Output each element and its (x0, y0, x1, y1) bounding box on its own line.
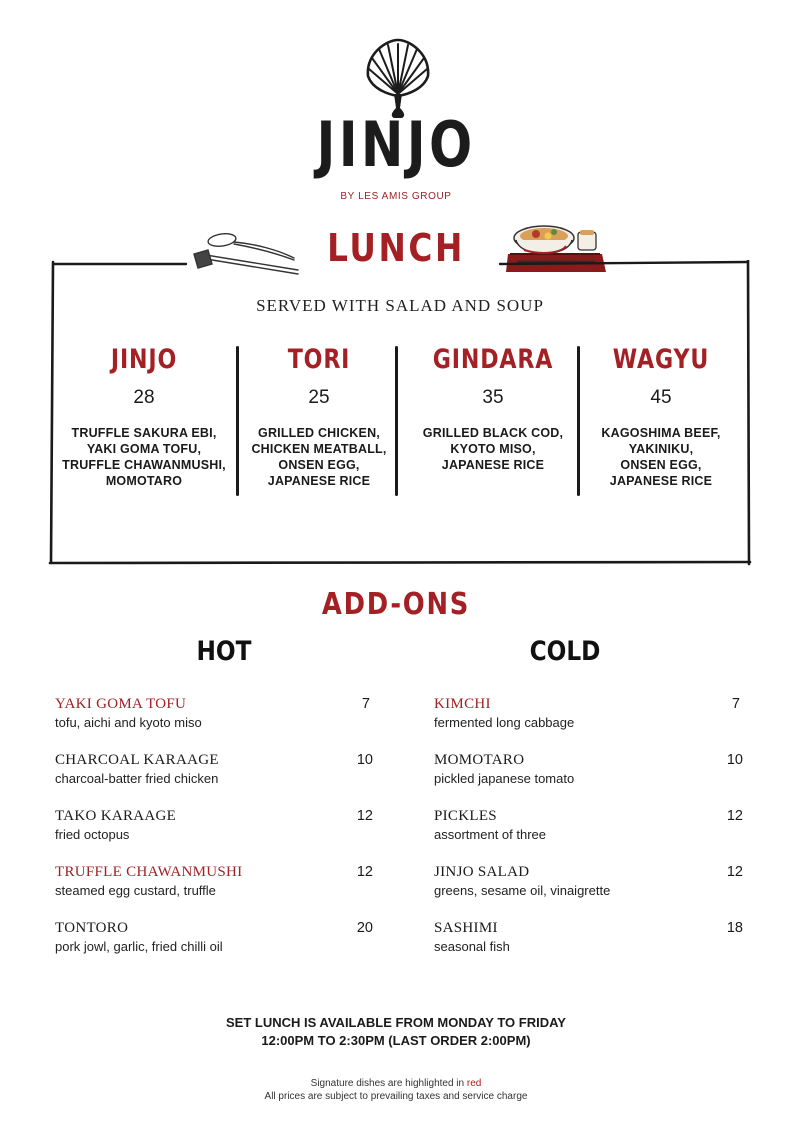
addon-name: JINJO SALAD (434, 864, 530, 880)
set-item: KAGOSHIMA BEEF, (601, 426, 721, 440)
addon-item-hot (55, 864, 375, 898)
tax-note: All prices are subject to prevailing taxes and service charge (264, 1091, 528, 1102)
set-name: WAGYU (612, 344, 710, 375)
addon-price: 12 (356, 808, 373, 824)
set-item: CHICKEN MEATBALL, (251, 442, 387, 456)
set-name: TORI (287, 344, 351, 375)
addon-price: 20 (356, 920, 373, 936)
addon-name: KIMCHI (434, 696, 491, 712)
availability-days: SET LUNCH IS AVAILABLE FROM MONDAY TO FRIDAY (226, 1015, 566, 1030)
addon-name: TAKO KARAAGE (55, 808, 177, 824)
addon-description: steamed egg custard, truffle (55, 883, 216, 898)
availability-hours: 12:00PM TO 2:30PM (LAST ORDER 2:00PM) (261, 1033, 531, 1048)
addon-description: pickled japanese tomato (434, 771, 575, 786)
set-price: 35 (482, 387, 504, 408)
addon-item-hot (55, 752, 375, 786)
set-item: GRILLED CHICKEN, (258, 426, 380, 440)
signature-note (146, 1077, 646, 1090)
set-name: GINDARA (432, 344, 554, 375)
brand-subtitle: BY LES AMIS GROUP (340, 191, 452, 202)
addon-price: 12 (356, 864, 373, 880)
set-description (576, 425, 746, 489)
addon-name: CHARCOAL KARAAGE (55, 752, 219, 768)
addon-description: charcoal-batter fried chicken (55, 771, 219, 786)
addon-name: TRUFFLE CHAWANMUSHI (55, 864, 243, 880)
addon-price: 7 (361, 696, 370, 712)
set-description (234, 425, 404, 489)
addon-price: 18 (726, 920, 743, 936)
lunch-set-tori (234, 344, 404, 489)
availability-note (96, 1014, 696, 1050)
set-item: JAPANESE RICE (441, 458, 545, 472)
set-price: 25 (308, 387, 330, 408)
set-price: 45 (650, 387, 672, 408)
signature-note-text: Signature dishes are highlighted in (310, 1078, 465, 1089)
addons-title: ADD-ONS (321, 587, 471, 622)
set-item: KYOTO MISO, (450, 442, 536, 456)
addon-description: pork jowl, garlic, fried chilli oil (55, 939, 223, 954)
set-item: TRUFFLE SAKURA EBI, (71, 426, 217, 440)
cold-heading: COLD (529, 636, 601, 667)
addon-description: assortment of three (434, 827, 546, 842)
addon-name: MOMOTARO (434, 752, 525, 768)
addon-name: YAKI GOMA TOFU (55, 696, 187, 712)
addon-name: PICKLES (434, 808, 497, 824)
set-item: JAPANESE RICE (609, 474, 713, 488)
set-name: JINJO (110, 344, 178, 375)
addon-price: 12 (726, 864, 743, 880)
addon-description: greens, sesame oil, vinaigrette (434, 883, 611, 898)
set-item: YAKI GOMA TOFU, (86, 442, 202, 456)
set-item: ONSEN EGG, (620, 458, 702, 472)
addon-name: SASHIMI (434, 920, 498, 936)
addon-description: seasonal fish (434, 939, 510, 954)
lunch-set-jinjo (59, 344, 229, 489)
set-description (408, 425, 578, 473)
set-item: ONSEN EGG, (278, 458, 360, 472)
addon-item-hot (55, 696, 375, 730)
set-item: GRILLED BLACK COD, (422, 426, 564, 440)
set-item: TRUFFLE CHAWANMUSHI, (62, 458, 226, 472)
set-description (59, 425, 229, 489)
served-with-note: SERVED WITH SALAD AND SOUP (256, 296, 544, 315)
signature-note-red: red (466, 1078, 482, 1089)
addon-price: 10 (726, 752, 743, 768)
addon-item-hot (55, 920, 375, 954)
set-item: MOMOTARO (105, 474, 183, 488)
addon-description: tofu, aichi and kyoto miso (55, 715, 202, 730)
set-item: JAPANESE RICE (267, 474, 371, 488)
addon-item-hot (55, 808, 375, 842)
addon-description: fermented long cabbage (434, 715, 575, 730)
set-item: YAKINIKU, (628, 442, 694, 456)
fine-print (146, 1077, 646, 1103)
hot-heading: HOT (196, 636, 252, 667)
lunch-title: LUNCH (327, 226, 465, 270)
lunch-set-wagyu (576, 344, 746, 489)
set-price: 28 (133, 387, 155, 408)
addon-price: 7 (731, 696, 740, 712)
addon-description: fried octopus (55, 827, 130, 842)
addon-price: 10 (356, 752, 373, 768)
addon-name: TONTORO (55, 920, 129, 936)
lunch-set-gindara (408, 344, 578, 473)
addon-price: 12 (726, 808, 743, 824)
brand-wordmark: JINJO (316, 108, 476, 181)
